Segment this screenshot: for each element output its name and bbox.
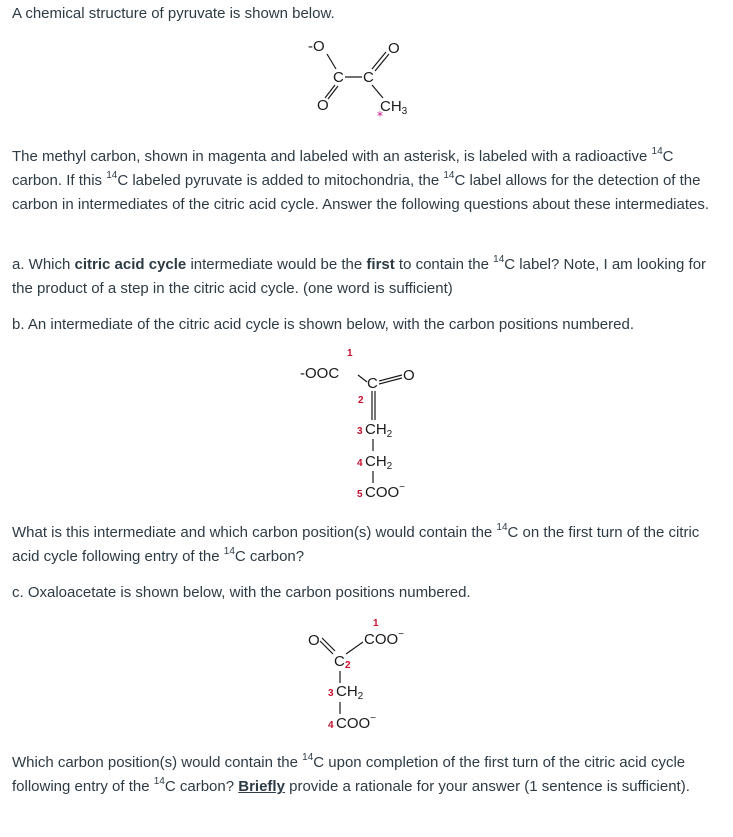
akg-num-4: 4 bbox=[357, 458, 363, 469]
akg-num-1: 1 bbox=[347, 348, 353, 359]
oaa-num-4: 4 bbox=[328, 720, 334, 731]
oaa-num-2: 2 bbox=[345, 660, 351, 671]
oaa-c2: C bbox=[334, 653, 345, 670]
question-b-followup: What is this intermediate and which carbon position(s) would contain the $^{14}$C on the first turn of the citric acid cycle following entry of the $^{14}$C carbon? bbox=[12, 522, 700, 565]
briefly-emphasis: Briefly bbox=[238, 778, 285, 795]
pyruvate-o-top: O bbox=[388, 40, 400, 57]
pyruvate-ch: $CH_3$ bbox=[380, 98, 408, 117]
alpha-ketoglutarate-structure bbox=[300, 345, 440, 505]
oaa-ch2: $CH_2$ bbox=[336, 683, 364, 702]
akg-c2: C bbox=[367, 375, 378, 392]
akg-ch-4: $CH_2$ bbox=[365, 453, 393, 472]
question-c-followup: Which carbon position(s) would contain the $^{14}$C upon completion of the first turn of the citric acid cycle following entry of the $^{14}$C carbon? Briefly provide a rationale for your answer (1 sentence is sufficient). bbox=[12, 752, 690, 795]
oaa-num-3: 3 bbox=[328, 688, 334, 699]
akg-num-5: 5 bbox=[357, 489, 363, 500]
pyruvate-structure bbox=[300, 38, 440, 122]
akg-num-2: 2 bbox=[358, 395, 364, 406]
pyruvate-asterisk: * bbox=[377, 109, 383, 122]
oxaloacetate-structure bbox=[300, 615, 440, 735]
oaa-o: O bbox=[308, 632, 320, 649]
akg-o: O bbox=[403, 367, 415, 384]
oaa-num-1: 1 bbox=[373, 618, 379, 629]
akg-ooc: -OOC bbox=[300, 365, 340, 382]
methyl-carbon-paragraph: The methyl carbon, shown in magenta and labeled with an asterisk, is labeled with a radioactive $^{14}$C carbon. If this $^{14}$C labeled pyruvate is added to mitochondria, the $^{14}$C label allows for the detection of the carbon in intermediates of the citric acid cycle. Answer the following questions about these intermediates. bbox=[12, 146, 710, 213]
oaa-coo-4: COO− bbox=[336, 713, 377, 732]
question-b: b. An intermediate of the citric acid cycle is shown below, with the carbon positions numbered. bbox=[12, 316, 634, 333]
akg-coo: COO− bbox=[365, 482, 406, 501]
pyruvate-c2: C bbox=[363, 69, 374, 86]
pyruvate-o-minus: -O bbox=[308, 38, 325, 55]
akg-ch-3: $CH_2$ bbox=[365, 421, 393, 440]
question-c: c. Oxaloacetate is shown below, with the carbon positions numbered. bbox=[12, 584, 471, 601]
akg-num-3: 3 bbox=[357, 426, 363, 437]
pyruvate-c1: C bbox=[333, 69, 344, 86]
question-a: a. Which citric acid cycle intermediate would be the first to contain the $^{14}$C label? Note, I am looking for the product of a step in the citric acid cycle. (one word is sufficient) bbox=[12, 254, 707, 297]
pyruvate-o-bottom: O bbox=[317, 97, 329, 114]
oaa-coo-1: COO− bbox=[364, 629, 405, 648]
intro-text: A chemical structure of pyruvate is shown below. bbox=[12, 5, 335, 22]
